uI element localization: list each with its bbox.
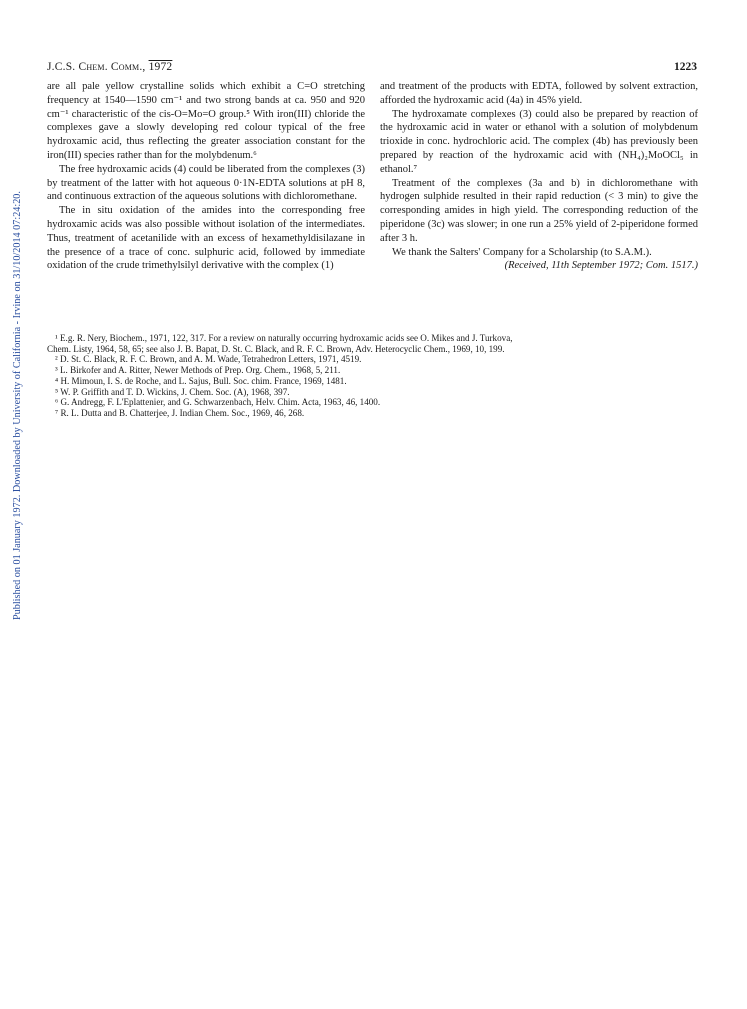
paragraph: The free hydroxamic acids (4) could be liberated from the complexes (3) by treatment of the latter with hot aqueous 0·1N-EDTA solutions at pH 8, and continuous extraction of the aqueous solutions with dichloromethane. [47, 163, 365, 203]
paragraph: The hydroxamate complexes (3) could also be prepared by reaction of the hydroxamic acid in water or ethanol with a solution of molybdenum trioxide in conc. hydrochloric acid. The complex (4b) has previously been prepared by reaction of the hydroxamic acid with (NH₄)₂MoOCl₅ in ethanol.⁷ [380, 108, 698, 175]
reference-item: ¹ E.g. R. Nery, Biochem., 1971, 122, 317. For a review on naturally occurring hydroxamic acids see O. Mikes and J. Turkova, [55, 333, 513, 343]
reference-item: ² D. St. C. Black, R. F. C. Brown, and A. M. Wade, Tetrahedron Letters, 1971, 4519. [55, 354, 362, 365]
page-header [47, 61, 697, 77]
paragraph: and treatment of the products with EDTA, followed by solvent extraction, afforded the hydroxamic acid (4a) in 45% yield. [380, 81, 698, 106]
paragraph: Treatment of the complexes (3a and b) in dichloromethane with hydrogen sulphide resulted in their rapid reduction (< 3 min) to give the corresponding amides in high yield. The corresponding reduction of the piperidone (3c) was slower; in one run a 25% yield of 2-piperidone formed after 3 h. [380, 177, 698, 244]
paragraph: The in situ oxidation of the amides into the corresponding free hydroxamic acids was also possible without isolation of the intermediates. Thus, treatment of acetanilide with an excess of hexamethyldisilazane in the presence of a trace of conc. sulphuric acid, followed by immediate oxidation of the crude trimethylsilyl derivative with the complex (1) [47, 205, 365, 272]
acknowledgement: We thank the Salters' Company for a Scholarship (to S.A.M.). [392, 246, 652, 258]
reference-item: ⁶ G. Andregg, F. L'Eplattenier, and G. Schwarzenbach, Helv. Chim. Acta, 1963, 46, 1400. [55, 397, 381, 408]
sidebar-download-notice [0, 0, 22, 1009]
journal-separator: , [142, 61, 149, 73]
reference-item: ⁵ W. P. Griffith and T. D. Wickins, J. Chem. Soc. (A), 1968, 397. [55, 386, 290, 397]
received-line [380, 259, 698, 273]
paragraph: are all pale yellow crystalline solids which exhibit a C=O stretching frequency at 1540—1590 cm⁻¹ and two strong bands at ca. 950 and 920 cm⁻¹ characteristic of the cis-O=Mo=O group.⁵ With iron(III) chloride the complexes gave a slowly developing red colour typical of the free hydroxamic acid, thus reflecting the greater association constant for the iron(III) species rather than for the molybdenum.⁶ [47, 81, 365, 161]
journal-abbrev: J.C.S. [47, 61, 79, 73]
reference-item: ⁷ R. L. Dutta and B. Chatterjee, J. Indian Chem. Soc., 1969, 46, 268. [55, 407, 305, 418]
right-column [380, 80, 698, 273]
reference-item: Chem. Listy, 1964, 58, 65; see also J. B. Bapat, D. St. C. Black, and R. F. C. Brown, Adv. Heterocyclic Chem., 1969, 10, 199. [47, 343, 505, 354]
references [47, 333, 697, 419]
reference-item: ³ L. Birkofer and A. Ritter, Newer Methods of Prep. Org. Chem., 1968, 5, 211. [55, 365, 341, 376]
left-column [47, 80, 365, 273]
download-notice-text: Published on 01 January 1972. Downloaded by University of California - Irvine on 31/10/2014 07:24:20. [12, 191, 23, 620]
journal-year: 1972 [148, 61, 173, 73]
page-number: 1223 [674, 61, 697, 73]
journal-name-small-caps: Chem. Comm. [78, 61, 143, 73]
reference-item: ⁴ H. Mimoun, I. S. de Roche, and L. Sajus, Bull. Soc. chim. France, 1969, 1481. [55, 375, 347, 386]
received-text: (Received, 11th September 1972; Com. 1517.) [504, 260, 698, 272]
journal-title [47, 61, 172, 73]
